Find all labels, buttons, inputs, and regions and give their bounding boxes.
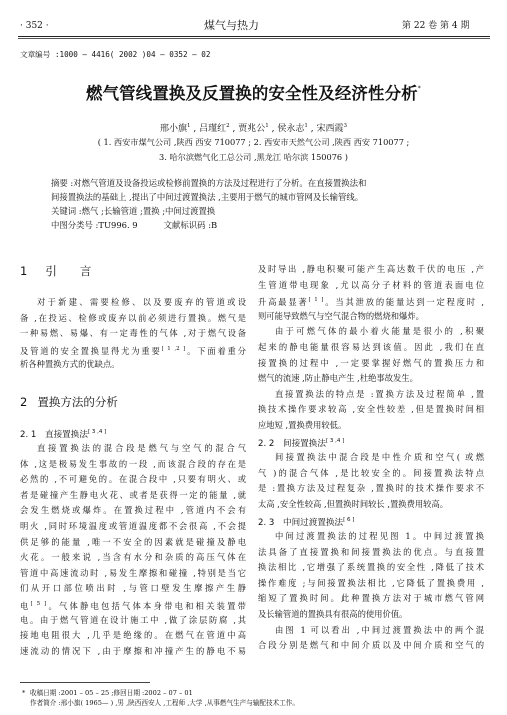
abstract-line: 摘要 :对燃气管道及设备投运或检修前置换的方法及过程进行了分析。在直接置换法和 <box>51 178 367 188</box>
citation: [ 1 ] <box>308 297 324 304</box>
subsection-2-2-heading: 2. 2 间接置换法[ 3 ,4 ] <box>258 438 345 449</box>
classification-line <box>51 218 461 232</box>
footnote-received-date: 收稿日期 :2001 – 05 – 25 ;修回日期 :2002 – 07 – 01 <box>30 689 193 697</box>
affiliation-line-2: 3. 哈尔滨燃气化工总公司 ,黑龙江 哈尔滨 150076 ) <box>159 152 348 162</box>
clc-number: 中图分类号 :TU996. 9 <box>51 220 138 230</box>
article-number: 文章编号 :1000 – 4416( 2002 )04 – 0352 – 02 <box>20 50 211 59</box>
header-rule-thin <box>18 38 490 39</box>
abstract-line: 间接置换法的基础上 ,提出了中间过渡置换法 ,主要用于燃气的城市管网及长输管线。 <box>51 192 364 202</box>
author-name: 贾兆公 <box>238 124 266 134</box>
footnote-mark: * <box>22 689 26 697</box>
intro-paragraph: 对于新建、需要检修、以及要废弃的管道或设 备 ,在投运、检修或废弃以前必须进行置换。燃气是 一种易燃、易爆、有一定毒性的气体 ,对于燃气设备 及管道的安全置换显得尤为重要[ 1 ,2 ]。下面着重分 析各种置换方式的优缺点。 <box>20 297 246 370</box>
volume-issue: 第 22 卷 第 4 期 <box>402 21 470 31</box>
header-rule <box>18 36 490 37</box>
indirect-replacement-paragraph: 间接置换法中混合段是中性介质和空气( 或燃 气 )的混合气体 ,是比较安全的。间接置换法特点 是 :置换方法及过程复杂 ,置换时的技术操作要求不 太高 ,安全性较高 ,但置换时间较长 ,置换费用较高。 <box>258 452 484 509</box>
abstract-block <box>51 176 461 232</box>
transition-replacement-paragraph: 中间过渡置换法的过程见图 1。中间过渡置换 法具备了直接置换和间接置换法的优点。与直接置 换法相比 ,它增强了系统置换的安全性 ,降低了技术 操作难度 ;与间接置换法相比 ,它降低了置换费用 , 缩短了置换时间。此种置换方法对于城市燃气管网 及长输管道的置换具有很高的使用价值。 由图 1 可以看出 ,中间过渡置换法中的两个混 合段分别是燃气和中间介质以及中间介质和空气的 <box>258 531 484 651</box>
citation: [ 5 ] <box>30 600 47 607</box>
paper-title: 燃气管线置换及反置换的安全性及经济性分析* <box>85 84 421 103</box>
page-number: · 352 · <box>20 21 49 31</box>
citation: [ 1 ,2 ] <box>161 345 186 352</box>
document-code: 文献标识码 :B <box>163 220 218 230</box>
author-name: 邢小旗 <box>160 124 188 134</box>
subsection-2-1-heading: 2. 1 直接置换法[ 3 ,4 ] <box>20 429 107 440</box>
footnote-rule <box>20 682 150 683</box>
journal-name: 煤气与热力 <box>204 19 259 32</box>
subsection-2-3-heading: 2. 3 中间过渡置换法[ 6 ] <box>258 517 355 528</box>
affiliation-line-1: ( 1. 西安市煤气公司 ,陕西 西安 710077 ; 2. 西安市天然气公司 ,陕西 西安 710077 ; <box>97 137 410 147</box>
direct-replacement-paragraph: 直接置换法的混合段是燃气与空气的混合气 体 ,这是极易发生事故的一段 ,而该混合段的存在是 必然的 ,不可避免的。在混合段中 ,只要有明火、或 者是碰撞产生静电火花、或者是获得一定的能量 ,就 会发生燃烧或爆炸。在置换过程中 ,管道内不会有 明火 ,同时环境温度或管道温度都不会很高 ,不会提 供足够的能量 ,唯一不安全的因素就是碰撞及静电 火花。一般来说 ,当含有水分和杂质的高压气体在 管道中高速流动时 ,易发生摩擦和碰撞 ,特别是当它 们从开口部位喷出时 ,与管口壁发生摩擦产生静 电[ 5 ]。气体静电包括气体本身带电和相关装置带 电。由于燃气管道在设计施工中 ,做了涂层防腐 ,其 接地电阻很大 ,几乎是绝缘的。在燃气在管道中高 速流动的情况下 ,由于摩擦和冲撞产生的静电不易 <box>20 443 246 656</box>
section-1-heading: 1 引 言 <box>20 264 92 278</box>
section-2-heading: 2 置换方法的分析 <box>20 395 118 409</box>
author-name: 吕瑾红 <box>199 124 227 134</box>
title-footnote-mark: * <box>417 85 421 92</box>
keywords-line: 关键词 :燃气 ;长输管道 ;置换 ;中间过渡置换 <box>51 206 216 216</box>
author-list: 邢小旗$^1$ , 吕瑾红$^2$ , 贾兆公$^1$ , 侯永志$^1$ , 宋西霞$^3$ <box>160 123 347 134</box>
author-name: 侯永志 <box>277 124 305 134</box>
author-name: 宋西霞 <box>316 124 344 134</box>
footnote-author-bio: 作者简介 :邢小旗( 1965— ) ,男 ,陕西西安人 ,工程师 ,大学 ,从事燃气生产与输配技术工作。 <box>30 699 299 707</box>
static-electricity-paragraph: 及时导出 ,静电积聚可能产生高达数千伏的电压 ,产 生管道带电现象 ,尤以高分子材料的管道表面电位 升高最显著[ 1 ]。当其泄放的能量达到一定程度时 , 则可能导致燃气与空气混合物的燃烧和爆炸。 由于可燃气体的最小着火能量是很小的 ,积聚 起来的静电能量很容易达到该值。因此 ,我们在直 接置换的过程中 ,一定要掌握好燃气的置换压力和 燃气的流速 ,防止静电产生 ,杜绝事故发生。 直接置换法的特点是 :置换方法及过程简单 ,置 换技术操作要求较高 ,安全性较差 ,但是置换时间相 应地短 ,置换费用较低。 <box>258 264 484 430</box>
